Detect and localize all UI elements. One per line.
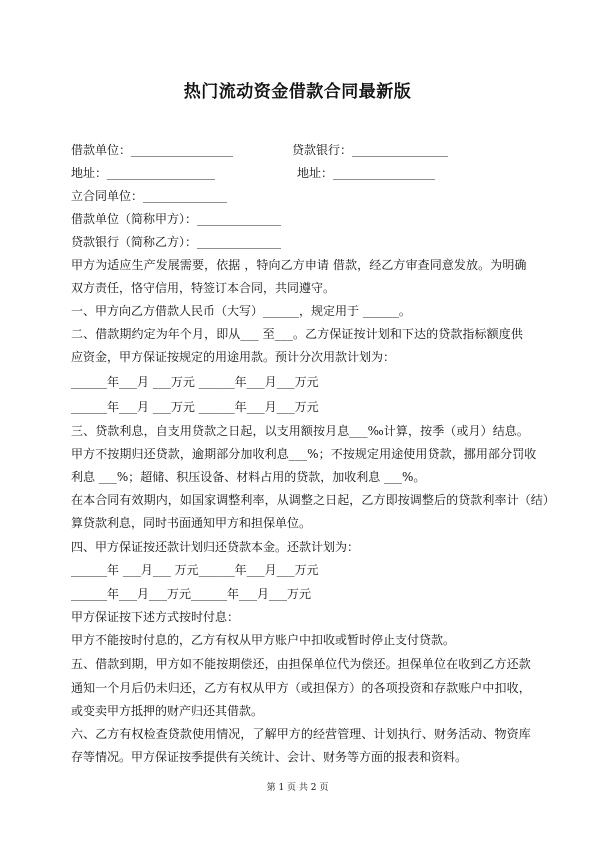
- clause-3-line-3: 利息 ___%；超储、积压设备、材料占用的贷款，加收利息 ___%。: [71, 470, 426, 484]
- rate-adjust-line-2: 算贷款利息，同时书面通知甲方和担保单位。: [71, 516, 312, 530]
- party-b-field: 贷款银行（简称乙方）：______________: [71, 235, 282, 249]
- borrower-field: 借款单位：_________________: [71, 143, 234, 157]
- borrower-address-field: 地址：__________________: [71, 166, 216, 180]
- late-interest-clause: 甲方不能按时付息的，乙方有权从甲方账户中扣收或暂时停止支付贷款。: [71, 633, 456, 647]
- draw-schedule-row-1: ______年___月 ___万元 ______年___月___万元: [71, 375, 319, 389]
- clause-5-line-1: 五、借款到期，甲方如不能按期偿还，由担保单位代为偿还。担保单位在收到乙方还款: [71, 657, 531, 671]
- clause-5-line-2: 通知一个月后仍未归还，乙方有权从甲方（或担保方）的各项投资和存款账户中扣收，: [71, 681, 531, 695]
- clause-6-line-2: 存等情况。甲方保证按季提供有关统计、会计、财务等方面的报表和资料。: [71, 750, 468, 764]
- party-a-field: 借款单位（简称甲方）：______________: [71, 212, 282, 226]
- interest-payment-method: 甲方保证按下述方式按时付息：: [71, 610, 240, 624]
- document-title: 热门流动资金借款合同最新版: [183, 82, 412, 102]
- clause-5-line-3: 或变卖甲方抵押的财产归还其借款。: [71, 704, 264, 718]
- lender-bank-field: 贷款银行：________________: [292, 143, 449, 157]
- draw-schedule-row-2: ______年___月 ___万元 ______年___月___万元: [71, 400, 319, 414]
- clause-2-line-1: 二、借款期约定为年个月，即从___ 至___。乙方保证按计划和下达的贷款指标额度供: [71, 327, 523, 341]
- clause-3-line-1: 三、贷款利息，自支用贷款之日起，以支用额按月息___‰计算，按季（或月）结息。: [71, 424, 530, 438]
- intro-paragraph-line-1: 甲方为适应生产发展需要，依据 ，特向乙方申请 借款，经乙方审查同意发放。为明确: [71, 258, 527, 272]
- clause-1: 一、甲方向乙方借款人民币（大写）______，规定用于 ______。: [71, 304, 411, 318]
- contract-party-field: 立合同单位：______________: [71, 189, 228, 203]
- repay-schedule-row-1: ______年 ___月___ 万元______年___月___万元: [71, 563, 319, 577]
- intro-paragraph-line-2: 双方责任，恪守信用，特签订本合同，共同遵守。: [71, 281, 336, 295]
- page-number-footer: 第 1 页 共 2 页: [266, 783, 329, 793]
- clause-6-line-1: 六、乙方有权检查贷款使用情况，了解甲方的经营管理、计划执行、财务活动、物资库: [71, 727, 531, 741]
- repay-schedule-row-2: ______年___月___万元______年___月___万元: [71, 587, 312, 601]
- rate-adjust-line-1: 在本合同有效期内，如国家调整利率，从调整之日起，乙方即按调整后的贷款利率计（结）: [71, 493, 556, 507]
- clause-3-line-2: 甲方不按期归还贷款，逾期部分加收利息___%；不按规定用途使用贷款，挪用部分罚收: [71, 447, 537, 461]
- clause-2-line-2: 应资金，甲方保证按规定的用途用款。预计分次用款计划为：: [71, 350, 396, 364]
- clause-4: 四、甲方保证按还款计划归还贷款本金。还款计划为：: [71, 540, 360, 554]
- lender-address-field: 地址：_________________: [297, 166, 436, 180]
